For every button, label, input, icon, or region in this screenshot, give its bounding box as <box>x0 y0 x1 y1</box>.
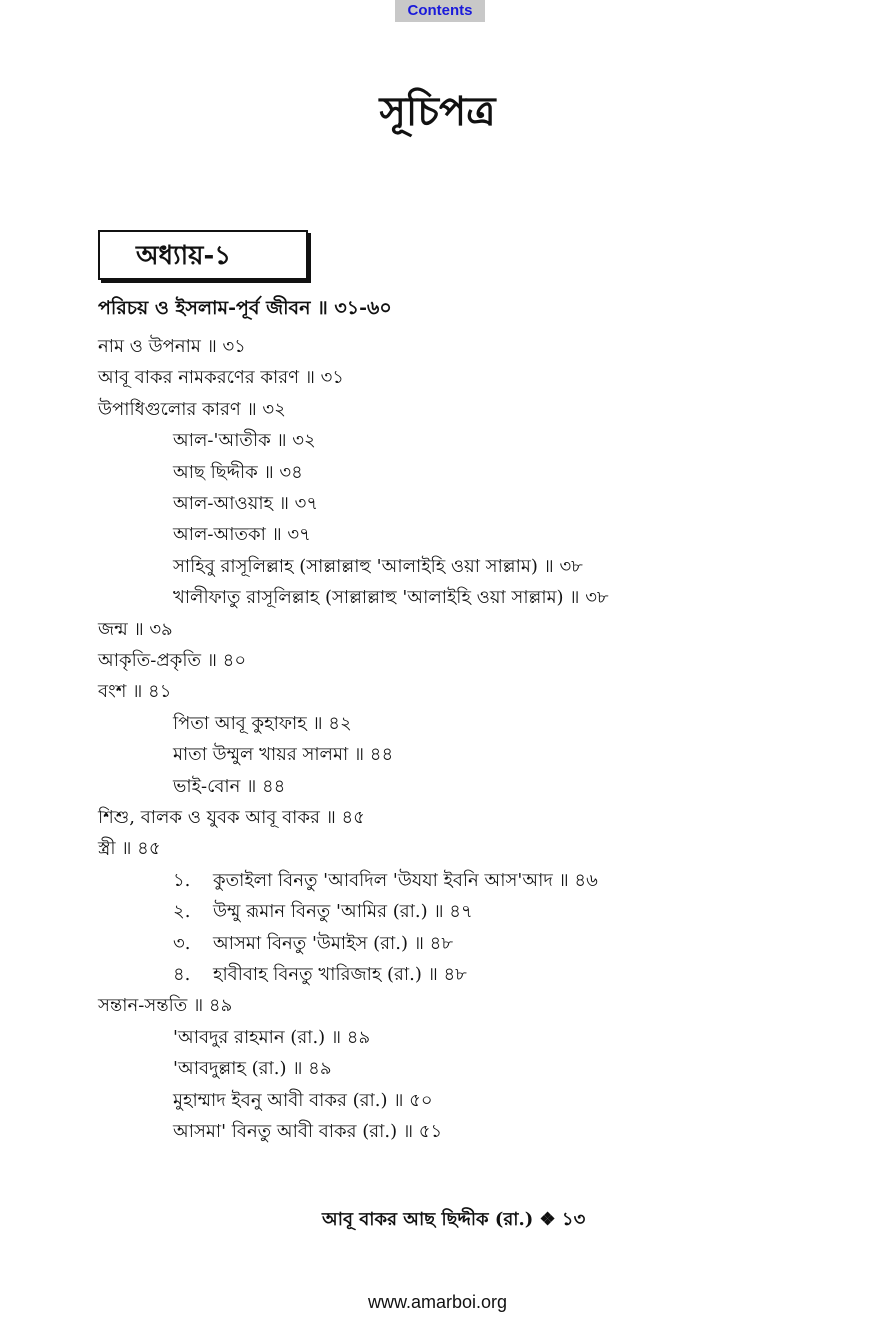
toc-entry-text: মুহাম্মাদ ইবনু আবী বাকর (রা.) ॥ ৫০ <box>173 1090 433 1111</box>
toc-entry-text: পিতা আবূ কুহাফাহ ॥ ৪২ <box>173 713 352 734</box>
toc-entry <box>98 396 286 424</box>
toc-entry-text: আবূ বাকর নামকরণের কারণ ॥ ৩১ <box>98 367 344 388</box>
toc-entry <box>98 647 246 675</box>
toc-entry-text: সাহিবু রাসূলিল্লাহ (সাল্লাল্লাহু 'আলাইহি ওয়া সাল্লাম) ॥ ৩৮ <box>173 556 583 577</box>
toc-entry <box>98 992 232 1020</box>
toc-entry-text: মাতা উম্মুল খায়র সালমা ॥ ৪৪ <box>173 744 394 765</box>
section-heading: পরিচয় ও ইসলাম-পূর্ব জীবন ॥ ৩১-৬০ <box>98 297 392 319</box>
toc-entry <box>98 835 161 863</box>
toc-entry-text: খালীফাতু রাসূলিল্লাহ (সাল্লাল্লাহু 'আলাইহি ওয়া সাল্লাম) ॥ ৩৮ <box>173 587 609 608</box>
toc-entry-number: ১. <box>173 870 191 891</box>
toc-subentry <box>173 710 352 738</box>
toc-entry-text: সন্তান-সন্ততি ॥ ৪৯ <box>98 995 233 1016</box>
toc-entry-number: ৪. <box>173 964 191 985</box>
toc-entry-text: আল-আওয়াহ ॥ ৩৭ <box>173 493 319 514</box>
toc-entry-text: কুতাইলা বিনতু 'আবদিল 'উযযা ইবনি আস'আদ ॥ ৪৬ <box>213 870 598 891</box>
toc-entry-number: ২. <box>173 901 191 922</box>
toc-subentry <box>173 930 453 958</box>
toc-entry-text: ভাই-বোন ॥ ৪৪ <box>173 776 286 797</box>
toc-entry-number: ৩. <box>173 933 191 954</box>
toc-entry-text: স্ত্রী ॥ ৪৫ <box>98 838 161 859</box>
contents-button[interactable]: Contents <box>395 0 485 22</box>
toc-subentry <box>173 521 311 549</box>
toc-subentry <box>173 553 583 581</box>
toc-entry-text: উপাধিগুলোর কারণ ॥ ৩২ <box>98 399 286 420</box>
toc-subentry <box>173 773 285 801</box>
toc-subentry <box>173 1118 442 1146</box>
toc-entry <box>98 333 246 361</box>
toc-entry-text: আসমা' বিনতু আবী বাকর (রা.) ॥ ৫১ <box>173 1121 443 1142</box>
toc-entry-text: উম্মু রূমান বিনতু 'আমির (রা.) ॥ ৪৭ <box>213 901 473 922</box>
toc-subentry <box>173 961 467 989</box>
toc-entry-text: 'আবদুর রাহমান (রা.) ॥ ৪৯ <box>173 1027 371 1048</box>
chapter-label: অধ্যায়-১ <box>136 241 232 271</box>
toc-subentry <box>173 490 318 518</box>
toc-subentry <box>173 741 393 769</box>
toc-entry-text: নাম ও উপনাম ॥ ৩১ <box>98 336 246 357</box>
toc-entry <box>98 678 171 706</box>
toc-subentry <box>173 898 473 926</box>
toc-entry <box>98 364 344 392</box>
toc-entry <box>98 616 173 644</box>
toc-subentry <box>173 584 609 612</box>
running-footer: আবূ বাকর আছ ছিদ্দীক (রা.) ❖ ১৩ <box>322 1209 586 1230</box>
toc-subentry <box>173 1055 332 1083</box>
page-title: সূচিপত্র <box>379 88 496 135</box>
toc-entry-text: আছ ছিদ্দীক ॥ ৩৪ <box>173 462 303 483</box>
toc-entry-text: হাবীবাহ বিনতু খারিজাহ (রা.) ॥ ৪৮ <box>213 964 467 985</box>
toc-entry-text: আসমা বিনতু 'উমাইস (রা.) ॥ ৪৮ <box>213 933 453 954</box>
site-url: www.amarboi.org <box>367 1292 508 1312</box>
toc-entry-text: 'আবদুল্লাহ (রা.) ॥ ৪৯ <box>173 1058 332 1079</box>
toc-subentry <box>173 459 303 487</box>
toc-entry <box>98 804 365 832</box>
toc-subentry <box>173 867 598 895</box>
toc-entry-text: বংশ ॥ ৪১ <box>98 681 172 702</box>
toc-entry-text: আল-'আতীক ॥ ৩২ <box>173 430 316 451</box>
toc-subentry <box>173 1087 433 1115</box>
toc-subentry <box>173 1024 370 1052</box>
toc-entry-text: শিশু, বালক ও যুবক আবূ বাকর ॥ ৪৫ <box>98 807 365 828</box>
toc-entry-text: আকৃতি-প্রকৃতি ॥ ৪০ <box>98 650 247 671</box>
toc-subentry <box>173 427 316 455</box>
toc-entry-text: জন্ম ॥ ৩৯ <box>98 619 173 640</box>
toc-entry-text: আল-আতকা ॥ ৩৭ <box>173 524 311 545</box>
